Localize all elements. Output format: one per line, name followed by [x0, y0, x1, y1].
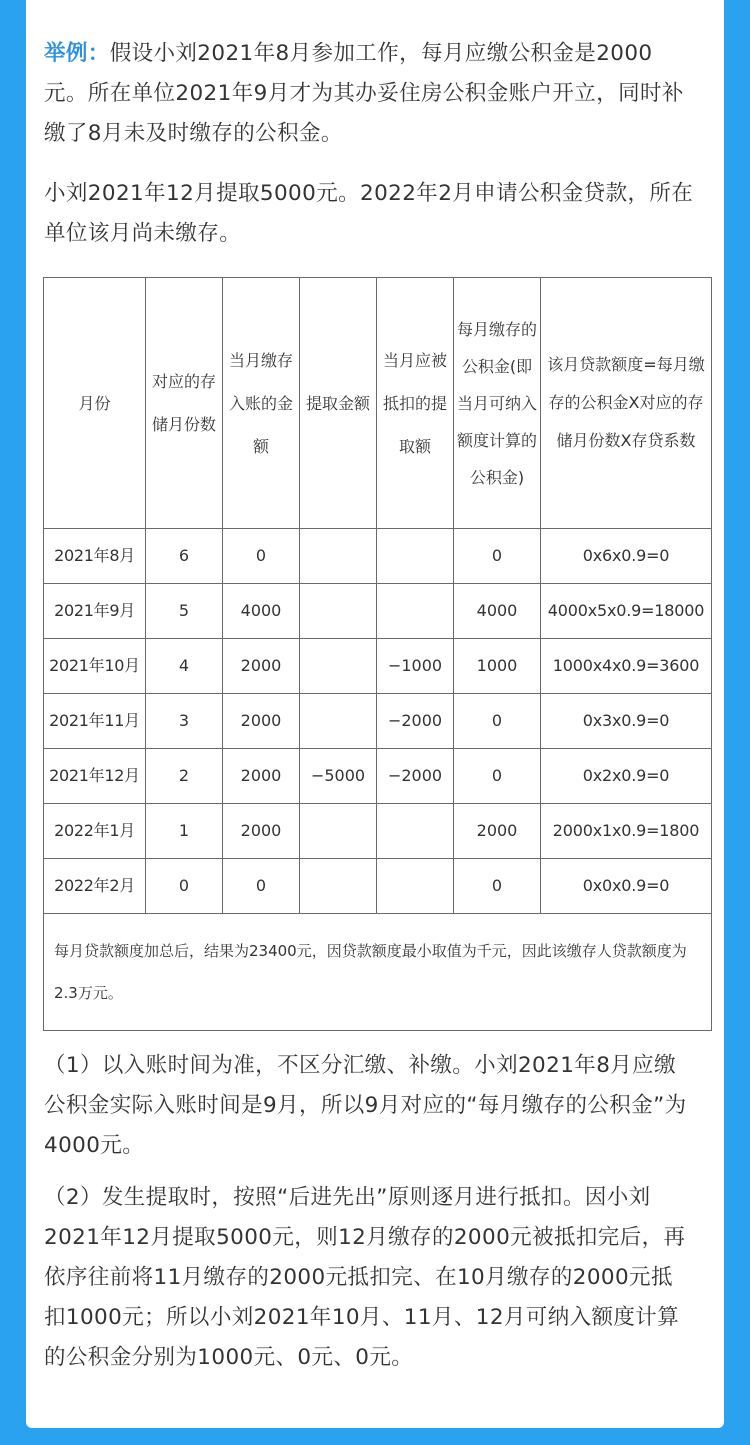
cell-storage-months: 4: [146, 639, 223, 694]
table-header-row: [44, 278, 712, 529]
cell-storage-months: 5: [146, 584, 223, 639]
table-row: [44, 584, 712, 639]
cell-monthly-fund: 0: [454, 694, 541, 749]
cell-deducted: −1000: [377, 639, 454, 694]
header-storage-months: 对应的存储月份数: [146, 278, 223, 529]
header-withdrawal-amount: 提取金额: [300, 278, 377, 529]
table-row: [44, 529, 712, 584]
withdrawal-paragraph: 小刘2021年12月提取5000元。2022年2月申请公积金贷款，所在单位该月尚未缴存。: [44, 181, 694, 246]
cell-storage-months: 2: [146, 749, 223, 804]
cell-monthly-fund: 1000: [454, 639, 541, 694]
cell-loan-quota: 0x0x0.9=0: [541, 859, 712, 914]
cell-deducted: [377, 804, 454, 859]
table-summary: 每月贷款额度加总后，结果为23400元，因贷款额度最小取值为千元，因此该缴存人贷款额度为2.3万元。: [44, 914, 712, 1031]
cell-month: 2022年2月: [44, 859, 146, 914]
cell-deposit: 4000: [223, 584, 300, 639]
cell-loan-quota: 4000x5x0.9=18000: [541, 584, 712, 639]
cell-deposit: 0: [223, 529, 300, 584]
loan-calculation-table: [43, 277, 712, 1031]
cell-deposit: 2000: [223, 639, 300, 694]
header-deposit-amount: 当月缴存入账的金额: [223, 278, 300, 529]
table-row: [44, 639, 712, 694]
cell-month: 2021年8月: [44, 529, 146, 584]
header-month: 月份: [44, 278, 146, 529]
cell-deposit: 2000: [223, 749, 300, 804]
cell-storage-months: 3: [146, 694, 223, 749]
cell-deducted: [377, 529, 454, 584]
cell-loan-quota: 2000x1x0.9=1800: [541, 804, 712, 859]
table-row: [44, 694, 712, 749]
cell-withdrawal: [300, 584, 377, 639]
example-lead: 举例：: [44, 41, 110, 66]
cell-withdrawal: −5000: [300, 749, 377, 804]
cell-loan-quota: 0x3x0.9=0: [541, 694, 712, 749]
cell-deposit: 0: [223, 859, 300, 914]
table-footer-row: [44, 914, 712, 1031]
cell-storage-months: 6: [146, 529, 223, 584]
cell-storage-months: 0: [146, 859, 223, 914]
note-paragraph-1: （1）以入账时间为准，不区分汇缴、补缴。小刘2021年8月应缴公积金实际入账时间是9月，所以9月对应的“每月缴存的公积金”为4000元。: [44, 1053, 687, 1158]
example-text: 假设小刘2021年8月参加工作，每月应缴公积金是2000元。所在单位2021年9月才为其办妥住房公积金账户开立，同时补缴了8月未及时缴存的公积金。: [44, 41, 684, 146]
cell-monthly-fund: 0: [454, 529, 541, 584]
header-deducted-withdrawal: 当月应被抵扣的提取额: [377, 278, 454, 529]
cell-storage-months: 1: [146, 804, 223, 859]
cell-withdrawal: [300, 694, 377, 749]
cell-monthly-fund: 0: [454, 859, 541, 914]
header-monthly-fund: 每月缴存的公积金(即当月可纳入额度计算的公积金): [454, 278, 541, 529]
cell-deposit: 2000: [223, 804, 300, 859]
cell-loan-quota: 1000x4x0.9=3600: [541, 639, 712, 694]
cell-deducted: [377, 859, 454, 914]
cell-deducted: −2000: [377, 749, 454, 804]
cell-loan-quota: 0x6x0.9=0: [541, 529, 712, 584]
note-paragraph-2: （2）发生提取时，按照“后进先出”原则逐月进行抵扣。因小刘2021年12月提取5000元，则12月缴存的2000元被抵扣完后，再依序往前将11月缴存的2000元抵扣完、在10月缴存的2000元抵扣1000元；所以小刘2021年10月、11月、12月可纳入额度计算的公积金分别为1000元、0元、0元。: [44, 1185, 686, 1370]
cell-monthly-fund: 0: [454, 749, 541, 804]
cell-month: 2022年1月: [44, 804, 146, 859]
cell-deducted: [377, 584, 454, 639]
cell-withdrawal: [300, 804, 377, 859]
cell-withdrawal: [300, 639, 377, 694]
cell-monthly-fund: 4000: [454, 584, 541, 639]
table-row: [44, 859, 712, 914]
cell-month: 2021年11月: [44, 694, 146, 749]
cell-month: 2021年9月: [44, 584, 146, 639]
cell-monthly-fund: 2000: [454, 804, 541, 859]
cell-deducted: −2000: [377, 694, 454, 749]
cell-withdrawal: [300, 529, 377, 584]
cell-month: 2021年10月: [44, 639, 146, 694]
example-paragraph: [44, 34, 694, 154]
cell-loan-quota: 0x2x0.9=0: [541, 749, 712, 804]
cell-deposit: 2000: [223, 694, 300, 749]
cell-month: 2021年12月: [44, 749, 146, 804]
header-loan-quota: 该月贷款额度=每月缴存的公积金X对应的存储月份数X存贷系数: [541, 278, 712, 529]
table-row: [44, 804, 712, 859]
cell-withdrawal: [300, 859, 377, 914]
table-row: [44, 749, 712, 804]
